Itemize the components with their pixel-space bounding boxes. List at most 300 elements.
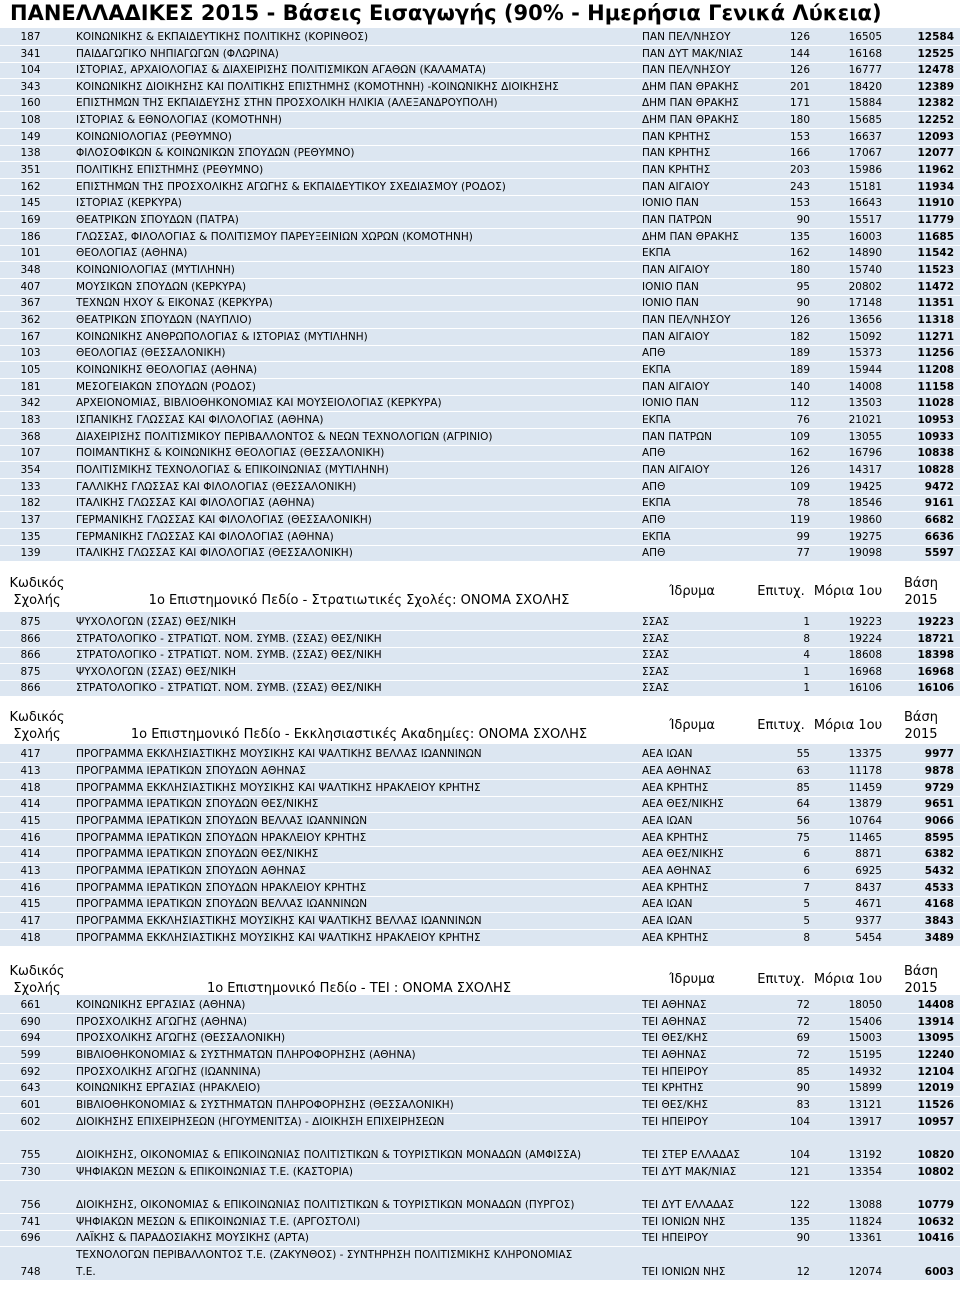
institution: ΤΕΙ ΑΘΗΝΑΣ bbox=[642, 1016, 707, 1028]
table-row bbox=[0, 345, 960, 362]
first-place-points: 15195 bbox=[848, 1049, 882, 1061]
table-row bbox=[0, 796, 960, 813]
section-title: 1ο Επιστημονικό Πεδίο - Εκκλησιαστικές Ακαδημίες: ΟΝΟΜΑ ΣΧΟΛΗΣ bbox=[130, 727, 588, 742]
positions: 162 bbox=[789, 447, 810, 459]
first-place-points: 15884 bbox=[848, 97, 882, 109]
base-score: 11523 bbox=[917, 264, 954, 276]
school-code: 741 bbox=[20, 1216, 41, 1228]
first-place-points: 14008 bbox=[848, 381, 882, 393]
institution: ΕΚΠΑ bbox=[642, 414, 671, 426]
positions: 112 bbox=[789, 397, 810, 409]
first-place-points: 15517 bbox=[848, 214, 882, 226]
school-code: 416 bbox=[20, 882, 41, 894]
school-name: ΣΤΡΑΤΟΛΟΓΙΚΟ - ΣΤΡΑΤΙΩΤ. ΝΟΜ. ΣΥΜΒ. (ΣΣΑΣ) ΘΕΣ/ΝΙΚΗ bbox=[76, 633, 382, 645]
institution: ΑΕΑ ΘΕΣ/ΝΙΚΗΣ bbox=[642, 798, 724, 810]
positions: 72 bbox=[796, 1049, 810, 1061]
table-row bbox=[0, 129, 960, 146]
table-row bbox=[0, 880, 960, 897]
header-base-label: Βάση bbox=[904, 710, 938, 725]
table-row bbox=[0, 896, 960, 913]
first-place-points: 16106 bbox=[848, 682, 882, 694]
positions: 121 bbox=[789, 1166, 810, 1178]
school-code: 875 bbox=[20, 616, 41, 628]
base-score: 10416 bbox=[917, 1232, 954, 1244]
school-code: 107 bbox=[20, 447, 41, 459]
institution: ΠΑΝ ΠΑΤΡΩΝ bbox=[642, 214, 712, 226]
school-code: 690 bbox=[20, 1016, 41, 1028]
first-place-points: 18420 bbox=[848, 81, 882, 93]
first-place-points: 15406 bbox=[848, 1016, 882, 1028]
positions: 72 bbox=[796, 1016, 810, 1028]
school-code: 354 bbox=[20, 464, 41, 476]
base-score: 6636 bbox=[924, 531, 954, 543]
positions: 76 bbox=[796, 414, 810, 426]
table-row bbox=[0, 780, 960, 797]
school-name: ΑΡΧΕΙΟΝΟΜΙΑΣ, ΒΙΒΛΙΟΘΗΚΟΝΟΜΙΑΣ ΚΑΙ ΜΟΥΣΕΙΟΛΟΓΙΑΣ (ΚΕΡΚΥΡΑ) bbox=[76, 397, 442, 409]
base-score: 9066 bbox=[924, 815, 954, 827]
institution: ΑΠΘ bbox=[642, 347, 666, 359]
table-row bbox=[0, 179, 960, 196]
school-name: ΚΟΙΝΩΝΙΟΛΟΓΙΑΣ (ΜΥΤΙΛΗΝΗ) bbox=[76, 264, 235, 276]
first-place-points: 19860 bbox=[848, 514, 882, 526]
first-place-points: 15373 bbox=[848, 347, 882, 359]
school-name: ΠΑΙΔΑΓΩΓΙΚΟ ΝΗΠΙΑΓΩΓΩΝ (ΦΛΩΡΙΝΑ) bbox=[76, 48, 279, 60]
base-score: 11542 bbox=[917, 247, 954, 259]
base-score: 5597 bbox=[924, 547, 954, 559]
header-code-label: Σχολής bbox=[13, 981, 61, 996]
first-place-points: 4671 bbox=[855, 898, 882, 910]
institution: ΠΑΝ ΚΡΗΤΗΣ bbox=[642, 164, 711, 176]
first-place-points: 16637 bbox=[848, 131, 882, 143]
table-row bbox=[0, 813, 960, 830]
first-place-points: 16003 bbox=[848, 231, 882, 243]
base-score: 16968 bbox=[917, 666, 954, 678]
base-score: 10933 bbox=[917, 431, 954, 443]
table-row bbox=[0, 395, 960, 412]
first-place-points: 16505 bbox=[848, 31, 882, 43]
positions: 78 bbox=[796, 497, 810, 509]
institution: ΔΗΜ ΠΑΝ ΘΡΑΚΗΣ bbox=[642, 97, 739, 109]
school-name: ΙΤΑΛΙΚΗΣ ΓΛΩΣΣΑΣ ΚΑΙ ΦΙΛΟΛΟΓΙΑΣ (ΘΕΣΣΑΛΟΝΙΚΗ) bbox=[76, 547, 353, 559]
school-code: 167 bbox=[20, 331, 41, 343]
school-name: ΓΛΩΣΣΑΣ, ΦΙΛΟΛΟΓΙΑΣ & ΠΟΛΙΤΙΣΜΟΥ ΠΑΡΕΥΞΕΙΝΙΩΝ ΧΩΡΩΝ (ΚΟΜΟΤΗΝΗ) bbox=[76, 231, 473, 243]
base-score: 3489 bbox=[924, 932, 954, 944]
table-row bbox=[0, 846, 960, 863]
base-score: 10953 bbox=[917, 414, 954, 426]
header-points-label: Μόρια 1ου bbox=[813, 972, 883, 987]
table-row bbox=[0, 1114, 960, 1131]
first-place-points: 15740 bbox=[848, 264, 882, 276]
first-place-points: 13121 bbox=[848, 1099, 882, 1111]
table-row bbox=[0, 412, 960, 429]
institution: ΠΑΝ ΚΡΗΤΗΣ bbox=[642, 131, 711, 143]
positions: 126 bbox=[789, 31, 810, 43]
header-code-label: Κωδικός bbox=[9, 710, 65, 725]
institution: ΠΑΝ ΑΙΓΑΙΟΥ bbox=[642, 381, 710, 393]
first-place-points: 15181 bbox=[848, 181, 882, 193]
school-name: ΓΕΡΜΑΝΙΚΗΣ ΓΛΩΣΣΑΣ ΚΑΙ ΦΙΛΟΛΟΓΙΑΣ (ΘΕΣΣΑΛΟΝΙΚΗ) bbox=[76, 514, 372, 526]
base-score: 5432 bbox=[924, 865, 954, 877]
school-code: 135 bbox=[20, 531, 41, 543]
school-code: 602 bbox=[20, 1116, 41, 1128]
school-code: 342 bbox=[20, 397, 41, 409]
table-row bbox=[0, 46, 960, 63]
first-place-points: 11824 bbox=[848, 1216, 882, 1228]
base-score: 11472 bbox=[917, 281, 954, 293]
school-code: 413 bbox=[20, 865, 41, 877]
table-row bbox=[0, 245, 960, 262]
first-place-points: 18608 bbox=[848, 649, 882, 661]
positions: 153 bbox=[789, 131, 810, 143]
base-score: 10828 bbox=[917, 464, 954, 476]
table-row bbox=[0, 930, 960, 947]
positions: 90 bbox=[796, 1082, 810, 1094]
positions: 166 bbox=[789, 147, 810, 159]
header-institution-label: Ίδρυμα bbox=[669, 972, 715, 987]
table-row bbox=[0, 512, 960, 529]
base-score: 12019 bbox=[917, 1082, 954, 1094]
school-code: 730 bbox=[20, 1166, 41, 1178]
institution: ΣΣΑΣ bbox=[642, 666, 670, 678]
first-place-points: 15003 bbox=[848, 1032, 882, 1044]
school-code: 601 bbox=[20, 1099, 41, 1111]
institution: ΑΕΑ ΘΕΣ/ΝΙΚΗΣ bbox=[642, 848, 724, 860]
school-name: ΚΟΙΝΩΝΙΚΗΣ ΕΡΓΑΣΙΑΣ (ΑΘΗΝΑ) bbox=[76, 999, 246, 1011]
institution: ΑΕΑ ΑΘΗΝΑΣ bbox=[642, 865, 712, 877]
positions: 1 bbox=[803, 682, 810, 694]
institution: ΑΕΑ ΙΩΑΝ bbox=[642, 748, 693, 760]
first-place-points: 13361 bbox=[848, 1232, 882, 1244]
positions: 7 bbox=[803, 882, 810, 894]
table-row bbox=[0, 863, 960, 880]
institution: ΤΕΙ ΗΠΕΙΡΟΥ bbox=[642, 1232, 709, 1244]
first-place-points: 21021 bbox=[848, 414, 882, 426]
school-code: 145 bbox=[20, 197, 41, 209]
base-score: 9878 bbox=[924, 765, 954, 777]
positions: 8 bbox=[803, 633, 810, 645]
school-name: ΠΡΟΣΧΟΛΙΚΗΣ ΑΓΩΓΗΣ (ΘΕΣΣΑΛΟΝΙΚΗ) bbox=[76, 1032, 286, 1044]
table-row bbox=[0, 295, 960, 312]
institution: ΤΕΙ ΔΥΤ ΕΛΛΑΔΑΣ bbox=[642, 1199, 735, 1211]
positions: 75 bbox=[796, 832, 810, 844]
positions: 126 bbox=[789, 464, 810, 476]
positions: 12 bbox=[796, 1266, 810, 1278]
school-code: 875 bbox=[20, 666, 41, 678]
school-code: 341 bbox=[20, 48, 41, 60]
institution: ΠΑΝ ΠΕΛ/ΝΗΣΟΥ bbox=[642, 31, 731, 43]
school-name: ΨΥΧΟΛΟΓΩΝ (ΣΣΑΣ) ΘΕΣ/ΝΙΚΗ bbox=[76, 666, 237, 678]
school-name: ΚΟΙΝΩΝΙΚΗΣ ΕΡΓΑΣΙΑΣ (ΗΡΑΚΛΕΙΟ) bbox=[76, 1082, 261, 1094]
institution: ΑΕΑ ΑΘΗΝΑΣ bbox=[642, 765, 712, 777]
base-score: 11910 bbox=[917, 197, 954, 209]
first-place-points: 11178 bbox=[848, 765, 882, 777]
school-name: ΜΟΥΣΙΚΩΝ ΣΠΟΥΔΩΝ (ΚΕΡΚΥΡΑ) bbox=[76, 281, 247, 293]
school-code: 692 bbox=[20, 1066, 41, 1078]
first-place-points: 16796 bbox=[848, 447, 882, 459]
institution: ΠΑΝ ΑΙΓΑΙΟΥ bbox=[642, 464, 710, 476]
table-row bbox=[0, 1047, 960, 1064]
table-row bbox=[0, 445, 960, 462]
positions: 126 bbox=[789, 314, 810, 326]
school-code: 643 bbox=[20, 1082, 41, 1094]
header-positions-label: Επιτυχ. bbox=[757, 584, 805, 599]
base-score: 10957 bbox=[917, 1116, 954, 1128]
first-place-points: 13354 bbox=[848, 1166, 882, 1178]
base-score: 11526 bbox=[917, 1099, 954, 1111]
positions: 171 bbox=[789, 97, 810, 109]
table-row bbox=[0, 112, 960, 129]
institution: ΔΗΜ ΠΑΝ ΘΡΑΚΗΣ bbox=[642, 81, 739, 93]
school-name: ΒΙΒΛΙΟΘΗΚΟΝΟΜΙΑΣ & ΣΥΣΤΗΜΑΤΩΝ ΠΛΗΡΟΦΟΡΗΣΗΣ (ΑΘΗΝΑ) bbox=[76, 1049, 416, 1061]
school-name: ΠΡΟΓΡΑΜΜΑ ΕΚΚΛΗΣΙΑΣΤΙΚΗΣ ΜΟΥΣΙΚΗΣ ΚΑΙ ΨΑΛΤΙΚΗΣ ΒΕΛΛΑΣ ΙΩΑΝΝΙΝΩΝ bbox=[76, 915, 482, 927]
base-score: 10838 bbox=[917, 447, 954, 459]
table-row bbox=[0, 647, 960, 664]
table-row bbox=[0, 830, 960, 847]
base-score: 4533 bbox=[924, 882, 954, 894]
table-row bbox=[0, 279, 960, 296]
header-code-label: Κωδικός bbox=[9, 964, 65, 979]
school-name: ΨΗΦΙΑΚΩΝ ΜΕΣΩΝ & ΕΠΙΚΟΙΝΩΝΙΑΣ Τ.Ε. (ΑΡΓΟΣΤΟΛΙ) bbox=[76, 1216, 361, 1228]
school-name: ΠΟΙΜΑΝΤΙΚΗΣ & ΚΟΙΝΩΝΙΚΗΣ ΘΕΟΛΟΓΙΑΣ (ΘΕΣΣΑΛΟΝΙΚΗ) bbox=[76, 447, 385, 459]
table-row bbox=[0, 763, 960, 780]
school-name: ΣΤΡΑΤΟΛΟΓΙΚΟ - ΣΤΡΑΤΙΩΤ. ΝΟΜ. ΣΥΜΒ. (ΣΣΑΣ) ΘΕΣ/ΝΙΚΗ bbox=[76, 682, 382, 694]
header-base-label: 2015 bbox=[904, 981, 938, 996]
base-score: 18721 bbox=[917, 633, 954, 645]
positions: 201 bbox=[789, 81, 810, 93]
positions: 85 bbox=[796, 1066, 810, 1078]
table-row bbox=[0, 631, 960, 648]
institution: ΤΕΙ ΑΘΗΝΑΣ bbox=[642, 999, 707, 1011]
positions: 203 bbox=[789, 164, 810, 176]
base-score: 13914 bbox=[917, 1016, 954, 1028]
institution: ΑΠΘ bbox=[642, 514, 666, 526]
school-code: 417 bbox=[20, 915, 41, 927]
positions: 144 bbox=[789, 48, 810, 60]
positions: 5 bbox=[803, 898, 810, 910]
school-code: 413 bbox=[20, 765, 41, 777]
institution: ΤΕΙ ΑΘΗΝΑΣ bbox=[642, 1049, 707, 1061]
institution: ΠΑΝ ΚΡΗΤΗΣ bbox=[642, 147, 711, 159]
institution: ΕΚΠΑ bbox=[642, 497, 671, 509]
institution: ΙΟΝΙΟ ΠΑΝ bbox=[642, 281, 699, 293]
first-place-points: 13656 bbox=[848, 314, 882, 326]
school-name: ΠΡΟΣΧΟΛΙΚΗΣ ΑΓΩΓΗΣ (ΑΘΗΝΑ) bbox=[76, 1016, 247, 1028]
positions: 90 bbox=[796, 214, 810, 226]
positions: 4 bbox=[803, 649, 810, 661]
first-place-points: 19425 bbox=[848, 481, 882, 493]
positions: 99 bbox=[796, 531, 810, 543]
base-score: 6382 bbox=[924, 848, 954, 860]
table-row bbox=[0, 529, 960, 546]
school-code: 866 bbox=[20, 649, 41, 661]
school-code: 866 bbox=[20, 633, 41, 645]
base-score: 11685 bbox=[917, 231, 954, 243]
table-row bbox=[0, 1097, 960, 1114]
school-name: ΠΡΟΓΡΑΜΜΑ ΙΕΡΑΤΙΚΩΝ ΣΠΟΥΔΩΝ ΗΡΑΚΛΕΙΟΥ ΚΡΗΤΗΣ bbox=[76, 882, 367, 894]
base-score: 14408 bbox=[917, 999, 954, 1011]
base-score: 12389 bbox=[917, 81, 954, 93]
school-code: 417 bbox=[20, 748, 41, 760]
positions: 8 bbox=[803, 932, 810, 944]
school-name: ΠΡΟΓΡΑΜΜΑ ΙΕΡΑΤΙΚΩΝ ΣΠΟΥΔΩΝ ΘΕΣ/ΝΙΚΗΣ bbox=[76, 798, 319, 810]
school-name: ΠΟΛΙΤΙΚΗΣ ΕΠΙΣΤΗΜΗΣ (ΡΕΘΥΜΝΟ) bbox=[76, 164, 264, 176]
institution: ΑΕΑ ΚΡΗΤΗΣ bbox=[642, 832, 709, 844]
school-name: ΜΕΣΟΓΕΙΑΚΩΝ ΣΠΟΥΔΩΝ (ΡΟΔΟΣ) bbox=[76, 381, 256, 393]
first-place-points: 5454 bbox=[855, 932, 882, 944]
positions: 83 bbox=[796, 1099, 810, 1111]
positions: 180 bbox=[789, 264, 810, 276]
positions: 189 bbox=[789, 364, 810, 376]
school-code: 182 bbox=[20, 497, 41, 509]
table-row bbox=[0, 495, 960, 512]
positions: 140 bbox=[789, 381, 810, 393]
table-row bbox=[0, 614, 960, 631]
institution: ΑΕΑ ΚΡΗΤΗΣ bbox=[642, 882, 709, 894]
header-base-label: 2015 bbox=[904, 727, 938, 742]
positions: 162 bbox=[789, 247, 810, 259]
positions: 64 bbox=[796, 798, 810, 810]
institution: ΤΕΙ ΙΟΝΙΩΝ ΝΗΣ bbox=[642, 1266, 726, 1278]
school-name: ΘΕΑΤΡΙΚΩΝ ΣΠΟΥΔΩΝ (ΝΑΥΠΛΙΟ) bbox=[76, 314, 252, 326]
school-name: ΚΟΙΝΩΝΙΚΗΣ ΑΝΘΡΩΠΟΛΟΓΙΑΣ & ΙΣΤΟΡΙΑΣ (ΜΥΤΙΛΗΝΗ) bbox=[76, 331, 368, 343]
positions: 85 bbox=[796, 782, 810, 794]
school-code: 149 bbox=[20, 131, 41, 143]
header-institution-label: Ίδρυμα bbox=[669, 584, 715, 599]
base-score: 12252 bbox=[917, 114, 954, 126]
row-divider bbox=[0, 1180, 960, 1181]
school-code: 866 bbox=[20, 682, 41, 694]
base-score: 11271 bbox=[917, 331, 954, 343]
table-row bbox=[0, 1014, 960, 1031]
header-base-label: Βάση bbox=[904, 964, 938, 979]
institution: ΤΕΙ ΣΤΕΡ ΕΛΛΑΔΑΣ bbox=[642, 1149, 741, 1161]
positions: 72 bbox=[796, 999, 810, 1011]
school-code: 105 bbox=[20, 364, 41, 376]
school-code: 104 bbox=[20, 64, 41, 76]
table-row bbox=[0, 997, 960, 1014]
school-name: ΓΕΡΜΑΝΙΚΗΣ ΓΛΩΣΣΑΣ ΚΑΙ ΦΙΛΟΛΟΓΙΑΣ (ΑΘΗΝΑ) bbox=[76, 531, 334, 543]
base-score: 11351 bbox=[917, 297, 954, 309]
first-place-points: 14932 bbox=[848, 1066, 882, 1078]
table-row bbox=[0, 664, 960, 681]
first-place-points: 13917 bbox=[848, 1116, 882, 1128]
base-score: 10779 bbox=[917, 1199, 954, 1211]
school-code: 599 bbox=[20, 1049, 41, 1061]
first-place-points: 19098 bbox=[848, 547, 882, 559]
school-code: 756 bbox=[20, 1199, 41, 1211]
institution: ΠΑΝ ΑΙΓΑΙΟΥ bbox=[642, 181, 710, 193]
table-row bbox=[0, 79, 960, 96]
school-code: 186 bbox=[20, 231, 41, 243]
school-code: 661 bbox=[20, 999, 41, 1011]
base-score: 11028 bbox=[917, 397, 954, 409]
school-code: 415 bbox=[20, 898, 41, 910]
page-title: ΠΑΝΕΛΛΑΔΙΚΕΣ 2015 - Βάσεις Εισαγωγής (90% - Ημερήσια Γενικά Λύκεια) bbox=[10, 1, 882, 25]
school-name: ΠΡΟΓΡΑΜΜΑ ΙΕΡΑΤΙΚΩΝ ΣΠΟΥΔΩΝ ΑΘΗΝΑΣ bbox=[76, 865, 306, 877]
institution: ΕΚΠΑ bbox=[642, 531, 671, 543]
school-name: ΠΡΟΓΡΑΜΜΑ ΙΕΡΑΤΙΚΩΝ ΣΠΟΥΔΩΝ ΑΘΗΝΑΣ bbox=[76, 765, 306, 777]
header-code-label: Σχολής bbox=[13, 593, 61, 608]
positions: 153 bbox=[789, 197, 810, 209]
header-base-label: 2015 bbox=[904, 593, 938, 608]
header-code-label: Σχολής bbox=[13, 727, 61, 742]
school-name: ΚΟΙΝΩΝΙΚΗΣ & ΕΚΠΑΙΔΕΥΤΙΚΗΣ ΠΟΛΙΤΙΚΗΣ (ΚΟΡΙΝΘΟΣ) bbox=[76, 31, 369, 43]
positions: 6 bbox=[803, 848, 810, 860]
base-score: 13095 bbox=[917, 1032, 954, 1044]
positions: 1 bbox=[803, 666, 810, 678]
institution: ΠΑΝ ΠΕΛ/ΝΗΣΟΥ bbox=[642, 314, 731, 326]
school-code: 187 bbox=[20, 31, 41, 43]
institution: ΑΠΘ bbox=[642, 447, 666, 459]
positions: 126 bbox=[789, 64, 810, 76]
base-score: 3843 bbox=[924, 915, 954, 927]
first-place-points: 15899 bbox=[848, 1082, 882, 1094]
school-code: 748 bbox=[20, 1266, 41, 1278]
first-place-points: 13503 bbox=[848, 397, 882, 409]
school-code: 367 bbox=[20, 297, 41, 309]
school-name: ΣΤΡΑΤΟΛΟΓΙΚΟ - ΣΤΡΑΤΙΩΤ. ΝΟΜ. ΣΥΜΒ. (ΣΣΑΣ) ΘΕΣ/ΝΙΚΗ bbox=[76, 649, 382, 661]
table-row bbox=[0, 312, 960, 329]
institution: ΤΕΙ ΘΕΣ/ΚΗΣ bbox=[642, 1099, 708, 1111]
base-score: 4168 bbox=[924, 898, 954, 910]
school-code: 162 bbox=[20, 181, 41, 193]
first-place-points: 13055 bbox=[848, 431, 882, 443]
section-header bbox=[0, 710, 960, 744]
first-place-points: 10764 bbox=[848, 815, 882, 827]
row-divider bbox=[0, 696, 960, 697]
school-name: ΘΕΑΤΡΙΚΩΝ ΣΠΟΥΔΩΝ (ΠΑΤΡΑ) bbox=[76, 214, 239, 226]
positions: 109 bbox=[789, 431, 810, 443]
base-score: 6003 bbox=[924, 1266, 954, 1278]
school-code: 160 bbox=[20, 97, 41, 109]
header-positions-label: Επιτυχ. bbox=[757, 972, 805, 987]
row-divider bbox=[0, 1130, 960, 1131]
positions: 189 bbox=[789, 347, 810, 359]
first-place-points: 8437 bbox=[855, 882, 882, 894]
first-place-points: 17148 bbox=[848, 297, 882, 309]
school-code: 696 bbox=[20, 1232, 41, 1244]
school-name: ΙΣΤΟΡΙΑΣ, ΑΡΧΑΙΟΛΟΓΙΑΣ & ΔΙΑΧΕΙΡΙΣΗΣ ΠΟΛΙΤΙΣΜΙΚΩΝ ΑΓΑΘΩΝ (ΚΑΛΑΜΑΤΑ) bbox=[76, 64, 486, 76]
first-place-points: 17067 bbox=[848, 147, 882, 159]
base-score: 12104 bbox=[917, 1066, 954, 1078]
first-place-points: 19275 bbox=[848, 531, 882, 543]
table-row bbox=[0, 680, 960, 697]
school-code: 362 bbox=[20, 314, 41, 326]
base-score: 9161 bbox=[924, 497, 954, 509]
table-row bbox=[0, 1214, 960, 1231]
base-score: 11779 bbox=[917, 214, 954, 226]
school-code: 368 bbox=[20, 431, 41, 443]
positions: 119 bbox=[789, 514, 810, 526]
school-name: ΕΠΙΣΤΗΜΩΝ ΤΗΣ ΕΚΠΑΙΔΕΥΣΗΣ ΣΤΗΝ ΠΡΟΣΧΟΛΙΚΗ ΗΛΙΚΙΑ (ΑΛΕΞΑΝΔΡΟΥΠΟΛΗ) bbox=[76, 97, 498, 109]
school-code: 133 bbox=[20, 481, 41, 493]
row-divider bbox=[0, 946, 960, 947]
school-name: ΚΟΙΝΩΝΙΟΛΟΓΙΑΣ (ΡΕΘΥΜΝΟ) bbox=[76, 131, 232, 143]
header-institution-label: Ίδρυμα bbox=[669, 718, 715, 733]
base-score: 12382 bbox=[917, 97, 954, 109]
institution: ΑΕΑ ΚΡΗΤΗΣ bbox=[642, 932, 709, 944]
school-code: 183 bbox=[20, 414, 41, 426]
institution: ΑΠΘ bbox=[642, 481, 666, 493]
positions: 109 bbox=[789, 481, 810, 493]
school-code: 414 bbox=[20, 798, 41, 810]
header-points-label: Μόρια 1ου bbox=[813, 584, 883, 599]
section-header bbox=[0, 576, 960, 610]
table-row bbox=[0, 1230, 960, 1247]
institution: ΠΑΝ ΑΙΓΑΙΟΥ bbox=[642, 331, 710, 343]
first-place-points: 14890 bbox=[848, 247, 882, 259]
school-code: 169 bbox=[20, 214, 41, 226]
